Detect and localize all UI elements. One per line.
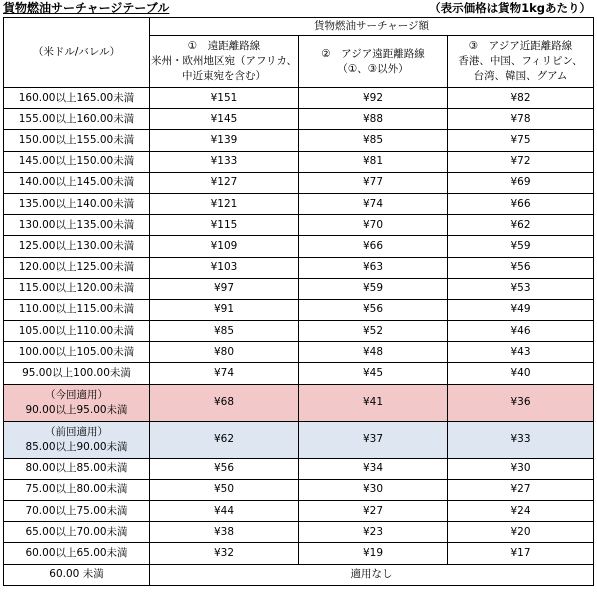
asia-short-surcharge-cell: ¥69 xyxy=(448,172,594,193)
long-haul-surcharge-cell: ¥103 xyxy=(150,257,299,278)
asia-long-surcharge-cell: ¥92 xyxy=(299,88,448,109)
table-row xyxy=(4,458,594,479)
price-range-cell xyxy=(4,384,150,421)
column-header-line: 米州・欧州地区宛（アフリカ、 xyxy=(150,55,298,67)
price-range-cell: 125.00以上130.00未満 xyxy=(4,236,150,257)
price-range-cell xyxy=(4,421,150,458)
price-range-cell: 110.00以上115.00未満 xyxy=(4,299,150,320)
asia-long-surcharge-cell: ¥81 xyxy=(299,151,448,172)
asia-long-surcharge-cell: ¥30 xyxy=(299,479,448,500)
asia-short-surcharge-cell: ¥20 xyxy=(448,522,594,543)
asia-short-surcharge-cell: ¥36 xyxy=(448,384,594,421)
column-header-line: 香港、中国、フィリピン、 xyxy=(458,55,583,67)
table-row xyxy=(4,215,594,236)
price-range-cell: 130.00以上135.00未満 xyxy=(4,215,150,236)
current-row xyxy=(4,384,594,421)
long-haul-surcharge-cell: ¥50 xyxy=(150,479,299,500)
asia-short-surcharge-cell: ¥53 xyxy=(448,278,594,299)
price-range-cell: 150.00以上155.00未満 xyxy=(4,130,150,151)
table-row xyxy=(4,342,594,363)
column-header-line: ③ アジア近距離路線 xyxy=(468,40,573,52)
price-range-cell: 100.00以上105.00未満 xyxy=(4,342,150,363)
table-row xyxy=(4,172,594,193)
table-row xyxy=(4,257,594,278)
long-haul-surcharge-cell: ¥133 xyxy=(150,151,299,172)
asia-short-surcharge-cell: ¥40 xyxy=(448,363,594,384)
price-range-cell: 65.00以上70.00未満 xyxy=(4,522,150,543)
long-haul-surcharge-cell: ¥151 xyxy=(150,88,299,109)
table-row xyxy=(4,543,594,564)
price-range-cell: 80.00以上85.00未満 xyxy=(4,458,150,479)
long-haul-surcharge-cell: ¥32 xyxy=(150,543,299,564)
long-haul-surcharge-cell: ¥97 xyxy=(150,278,299,299)
not-applicable-cell: 適用なし xyxy=(150,564,594,585)
column-header-asia-long xyxy=(299,36,448,88)
long-haul-surcharge-cell: ¥109 xyxy=(150,236,299,257)
price-range-cell: 105.00以上110.00未満 xyxy=(4,321,150,342)
asia-long-surcharge-cell: ¥34 xyxy=(299,458,448,479)
table-row xyxy=(4,522,594,543)
column-header-asia-short xyxy=(448,36,594,88)
asia-long-surcharge-cell: ¥37 xyxy=(299,421,448,458)
price-range-cell: 135.00以上140.00未満 xyxy=(4,193,150,214)
column-header-line: ① 遠距離路線 xyxy=(187,40,261,52)
asia-long-surcharge-cell: ¥63 xyxy=(299,257,448,278)
table-row xyxy=(4,299,594,320)
table-row xyxy=(4,363,594,384)
asia-long-surcharge-cell: ¥48 xyxy=(299,342,448,363)
price-range-cell: 120.00以上125.00未満 xyxy=(4,257,150,278)
asia-long-surcharge-cell: ¥27 xyxy=(299,501,448,522)
current-tag: （今回適用） xyxy=(45,388,108,401)
table-row xyxy=(4,501,594,522)
long-haul-surcharge-cell: ¥44 xyxy=(150,501,299,522)
table-title: 貨物燃油サーチャージテーブル xyxy=(3,1,170,15)
long-haul-surcharge-cell: ¥68 xyxy=(150,384,299,421)
long-haul-surcharge-cell: ¥91 xyxy=(150,299,299,320)
long-haul-surcharge-cell: ¥74 xyxy=(150,363,299,384)
long-haul-surcharge-cell: ¥145 xyxy=(150,109,299,130)
asia-short-surcharge-cell: ¥75 xyxy=(448,130,594,151)
table-row xyxy=(4,479,594,500)
price-range-text: 90.00以上95.00未満 xyxy=(25,403,128,416)
table-row xyxy=(4,109,594,130)
asia-short-surcharge-cell: ¥30 xyxy=(448,458,594,479)
table-row xyxy=(4,88,594,109)
asia-short-surcharge-cell: ¥62 xyxy=(448,215,594,236)
asia-long-surcharge-cell: ¥41 xyxy=(299,384,448,421)
long-haul-surcharge-cell: ¥56 xyxy=(150,458,299,479)
asia-long-surcharge-cell: ¥19 xyxy=(299,543,448,564)
group-header: 貨物燃油サーチャージ額 xyxy=(150,18,594,36)
asia-long-surcharge-cell: ¥74 xyxy=(299,193,448,214)
price-range-cell: 95.00以上100.00未満 xyxy=(4,363,150,384)
asia-short-surcharge-cell: ¥78 xyxy=(448,109,594,130)
asia-short-surcharge-cell: ¥43 xyxy=(448,342,594,363)
asia-long-surcharge-cell: ¥23 xyxy=(299,522,448,543)
asia-short-surcharge-cell: ¥49 xyxy=(448,299,594,320)
asia-long-surcharge-cell: ¥88 xyxy=(299,109,448,130)
price-range-cell: 115.00以上120.00未満 xyxy=(4,278,150,299)
asia-long-surcharge-cell: ¥85 xyxy=(299,130,448,151)
asia-short-surcharge-cell: ¥33 xyxy=(448,421,594,458)
surcharge-table xyxy=(3,17,594,586)
table-row xyxy=(4,130,594,151)
long-haul-surcharge-cell: ¥62 xyxy=(150,421,299,458)
asia-long-surcharge-cell: ¥52 xyxy=(299,321,448,342)
column-header-line: 中近東宛を含む） xyxy=(182,70,266,82)
price-range-cell: 160.00以上165.00未満 xyxy=(4,88,150,109)
long-haul-surcharge-cell: ¥127 xyxy=(150,172,299,193)
price-range-cell: 60.00 未満 xyxy=(4,564,150,585)
column-header-line: 台湾、韓国、グアム xyxy=(473,70,568,82)
column-header-long-haul xyxy=(150,36,299,88)
table-row xyxy=(4,321,594,342)
long-haul-surcharge-cell: ¥38 xyxy=(150,522,299,543)
price-note: （表示価格は貨物1kgあたり） xyxy=(429,1,591,15)
previous-row xyxy=(4,421,594,458)
long-haul-surcharge-cell: ¥115 xyxy=(150,215,299,236)
price-range-cell: 75.00以上80.00未満 xyxy=(4,479,150,500)
asia-long-surcharge-cell: ¥77 xyxy=(299,172,448,193)
asia-short-surcharge-cell: ¥24 xyxy=(448,501,594,522)
long-haul-surcharge-cell: ¥121 xyxy=(150,193,299,214)
asia-short-surcharge-cell: ¥27 xyxy=(448,479,594,500)
asia-short-surcharge-cell: ¥66 xyxy=(448,193,594,214)
price-range-text: 85.00以上90.00未満 xyxy=(25,440,128,453)
asia-short-surcharge-cell: ¥17 xyxy=(448,543,594,564)
price-range-cell: 140.00以上145.00未満 xyxy=(4,172,150,193)
asia-short-surcharge-cell: ¥72 xyxy=(448,151,594,172)
long-haul-surcharge-cell: ¥139 xyxy=(150,130,299,151)
column-header-line: ② アジア遠距離路線 xyxy=(321,47,425,60)
price-range-cell: 60.00以上65.00未満 xyxy=(4,543,150,564)
price-range-cell: 145.00以上150.00未満 xyxy=(4,151,150,172)
unit-header: （米ドル/バレル） xyxy=(4,18,150,88)
long-haul-surcharge-cell: ¥80 xyxy=(150,342,299,363)
asia-long-surcharge-cell: ¥66 xyxy=(299,236,448,257)
asia-short-surcharge-cell: ¥82 xyxy=(448,88,594,109)
table-row xyxy=(4,564,594,585)
table-row xyxy=(4,278,594,299)
asia-long-surcharge-cell: ¥45 xyxy=(299,363,448,384)
asia-short-surcharge-cell: ¥46 xyxy=(448,321,594,342)
previous-tag: （前回適用） xyxy=(45,425,108,438)
long-haul-surcharge-cell: ¥85 xyxy=(150,321,299,342)
column-header-line: （①、③以外） xyxy=(337,62,409,75)
asia-short-surcharge-cell: ¥59 xyxy=(448,236,594,257)
asia-short-surcharge-cell: ¥56 xyxy=(448,257,594,278)
asia-long-surcharge-cell: ¥56 xyxy=(299,299,448,320)
asia-long-surcharge-cell: ¥59 xyxy=(299,278,448,299)
table-row xyxy=(4,151,594,172)
price-range-cell: 155.00以上160.00未満 xyxy=(4,109,150,130)
table-row xyxy=(4,193,594,214)
table-row xyxy=(4,236,594,257)
asia-long-surcharge-cell: ¥70 xyxy=(299,215,448,236)
price-range-cell: 70.00以上75.00未満 xyxy=(4,501,150,522)
